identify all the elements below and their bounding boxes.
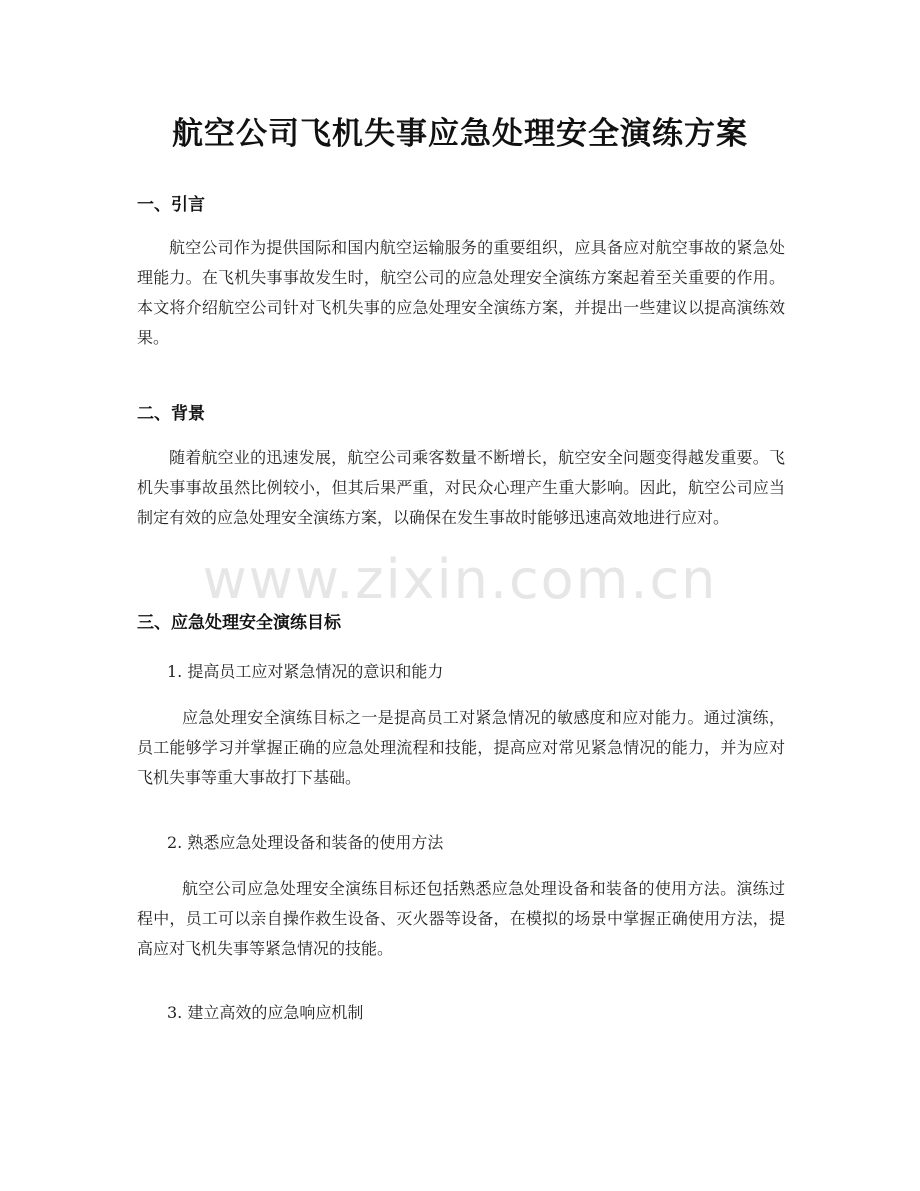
goal-item-1-paragraph: 应急处理安全演练目标之一是提高员工对紧急情况的敏感度和应对能力。通过演练，员工能够学习并掌握正确的应急处理流程和技能，提高应对常见紧急情况的能力，并为应对飞机失事等重大事故打下基础。 [137,708,785,787]
section-heading-background: 二、背景 [137,404,205,424]
section-heading-intro: 一、引言 [137,195,205,215]
document-title: 航空公司飞机失事应急处理安全演练方案 [172,116,748,152]
watermark: www.zixin.com.cn [202,548,718,611]
intro-paragraph: 航空公司作为提供国际和国内航空运输服务的重要组织，应具备应对航空事故的紧急处理能力。在飞机失事事故发生时，航空公司的应急处理安全演练方案起着至关重要的作用。本文将介绍航空公司针对飞机失事的应急处理安全演练方案，并提出一些建议以提高演练效果。 [137,238,785,347]
goal-item-2-paragraph: 航空公司应急处理安全演练目标还包括熟悉应急处理设备和装备的使用方法。演练过程中，员工可以亲自操作救生设备、灭火器等设备，在模拟的场景中掌握正确使用方法，提高应对飞机失事等紧急情况的技能。 [137,879,785,958]
goal-item-2-title: 2. 熟悉应急处理设备和装备的使用方法 [167,833,444,852]
section-heading-goals: 三、应急处理安全演练目标 [137,613,341,633]
goal-item-3-title: 3. 建立高效的应急响应机制 [167,1003,364,1022]
goal-item-1-title: 1. 提高员工应对紧急情况的意识和能力 [167,662,444,681]
background-paragraph: 随着航空业的迅速发展，航空公司乘客数量不断增长，航空安全问题变得越发重要。飞机失事事故虽然比例较小，但其后果严重，对民众心理产生重大影响。因此，航空公司应当制定有效的应急处理安全演练方案，以确保在发生事故时能够迅速高效地进行应对。 [137,448,785,527]
